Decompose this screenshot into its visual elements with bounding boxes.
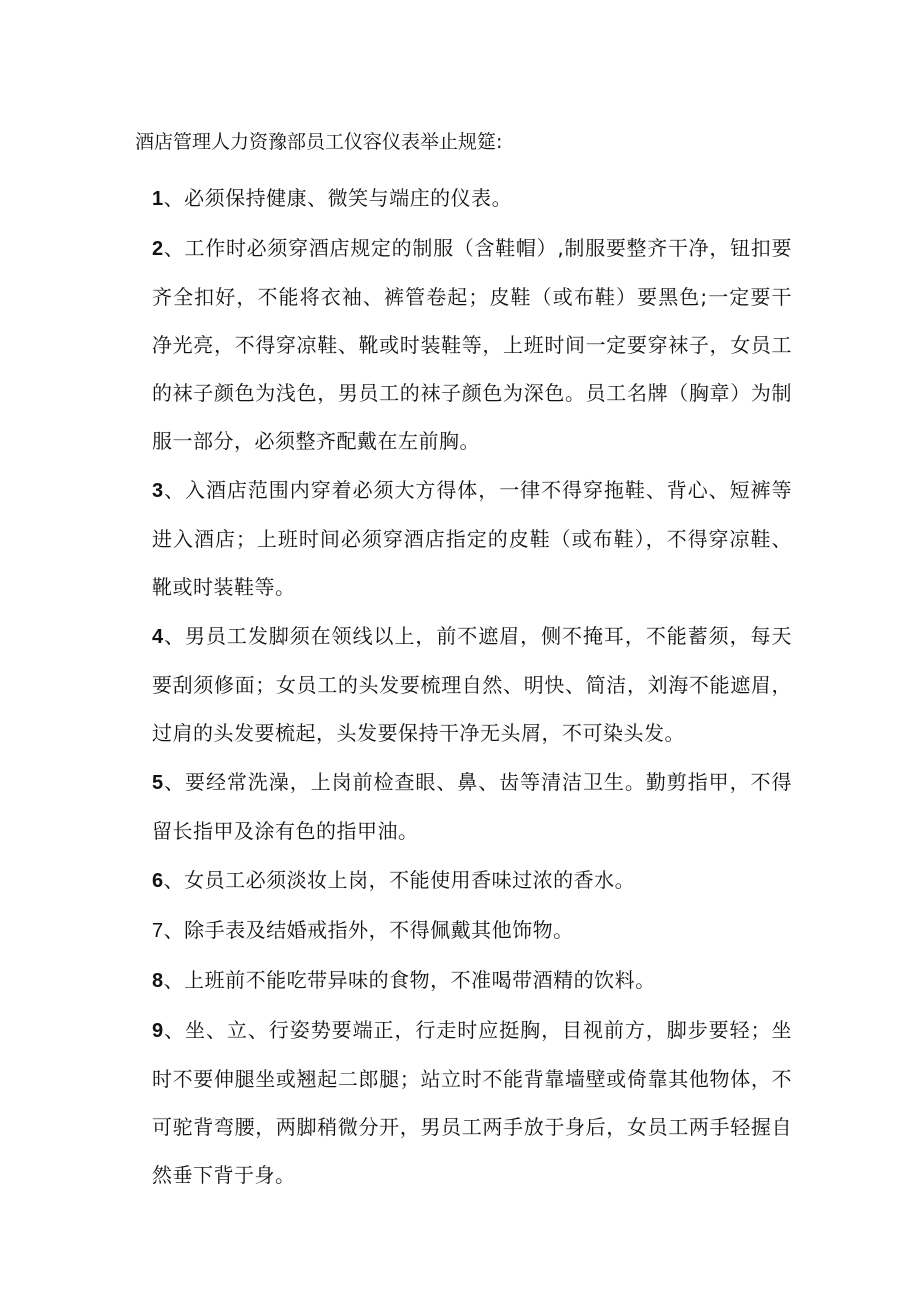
rule-item-9: [152, 1006, 792, 1199]
rule-item-5: [152, 758, 792, 855]
rule-number: 8: [152, 970, 164, 992]
rule-number: 9: [152, 1020, 164, 1042]
rule-number: 6: [152, 870, 164, 892]
document-title: 酒店管理人力资豫部员工仪容仪表举止规筵:: [135, 131, 503, 153]
rule-text: 、要经常洗澡，上岗前检查眼、鼻、齿等清洁卫生。勤剪指甲，不得留长指甲及涂有色的指甲油。: [152, 770, 792, 843]
rule-item-1: [152, 174, 792, 223]
rule-number: 3: [152, 480, 164, 502]
rule-number: 2: [152, 238, 164, 260]
rule-number: 1: [152, 188, 164, 210]
rule-text: 、入酒店范围内穿着必须大方得体，一律不得穿拖鞋、背心、短裤等进入酒店；上班时间必须穿酒店指定的皮鞋（或布鞋），不得穿凉鞋、靴或时装鞋等。: [152, 478, 792, 599]
rule-item-8: [152, 956, 792, 1005]
rule-number: 5: [152, 772, 164, 794]
rule-text: 、工作时必须穿酒店规定的制服（含鞋帽）,制服要整齐干净，钮扣要齐全扣好，不能将衣袖、裤管卷起；皮鞋（或布鞋）要黑色;一定要干净光亮，不得穿凉鞋、靴或时装鞋等，上班时间一定要穿袜子，女员工的袜子颜色为浅色，男员工的袜子颜色为深色。员工名牌（胸章）为制服一部分，必须整齐配戴在左前胸。: [152, 236, 792, 453]
rule-number: 4: [152, 626, 164, 648]
rule-item-3: [152, 466, 792, 611]
rules-list: [152, 174, 792, 1200]
rule-text: 、上班前不能吃带异味的食物，不准喝带酒精的饮料。: [163, 968, 656, 992]
rule-text: 、坐、立、行姿势要端正，行走时应挺胸，目视前方，脚步要轻；坐时不要伸腿坐或翘起二郎腿；站立时不能背靠墙壁或倚靠其他物体，不可驼背弯腰，两脚稍微分开，男员工两手放于身后，女员工两手轻握自然垂下背于身。: [152, 1018, 792, 1187]
rule-number: 7: [152, 920, 164, 942]
rule-text: 、男员工发脚须在领线以上，前不遮眉，侧不掩耳，不能蓄须，每天要刮须修面；女员工的头发要梳理自然、明快、简洁，刘海不能遮眉，过肩的头发要梳起，头发要保持干净无头屑，不可染头发。: [152, 624, 792, 745]
rule-text: 、除手表及结婚戒指外，不得佩戴其他饰物。: [163, 918, 574, 942]
rule-text: 、女员工必须淡妆上岗，不能使用香味过浓的香水。: [163, 868, 636, 892]
rule-item-6: [152, 856, 792, 905]
rule-item-7: [152, 906, 792, 955]
rule-item-2: [152, 224, 792, 465]
rule-item-4: [152, 612, 792, 757]
rule-text: 、必须保持健康、微笑与端庄的仪表。: [163, 186, 513, 210]
